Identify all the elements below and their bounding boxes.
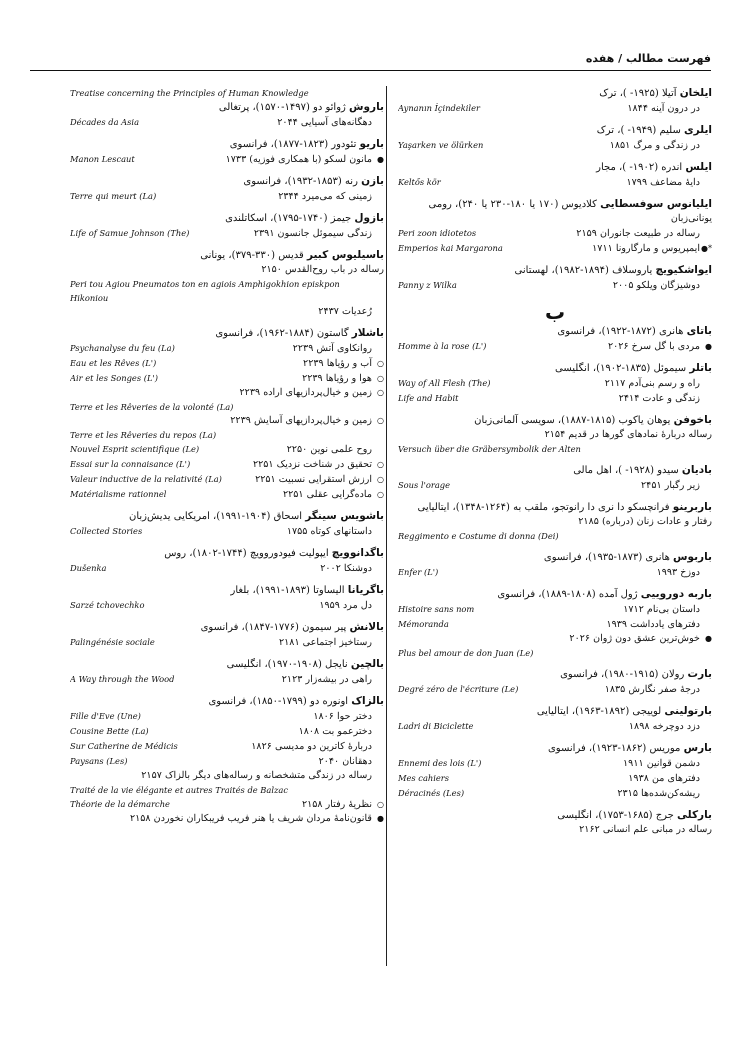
work-row — [398, 175, 712, 190]
work-row — [398, 391, 712, 406]
author-surname: ایلخان — [679, 87, 712, 99]
work-title-persian: زیر رگبار ۲۴۵۱ — [641, 480, 700, 491]
author-heading — [70, 137, 384, 152]
work-title-persian: قانون‌نامهٔ مردان شریف یا هنر فریب فریبکاران نخوردن ۲۱۵۸ — [129, 813, 372, 824]
work-title-persian: داستان بی‌نام ۱۷۱۲ — [623, 604, 700, 615]
work-row — [398, 682, 712, 697]
author-details: یوهان یاکوب (۱۸۱۵-۱۸۸۷)، سویسی آلمانی‌زبان — [474, 415, 674, 426]
work-title-latin: Fille d'Eve (Une) — [70, 711, 141, 721]
work-title-persian: رساله در مبانی علم انسانی ۲۱۶۲ — [579, 824, 712, 835]
author-details: سیموئل (۱۸۳۵-۱۹۰۲)، انگلیسی — [555, 363, 690, 374]
work-title-latin: Emperios kai Margarona — [398, 243, 503, 253]
work-title-persian: داستانهای کوتاه ۱۷۵۵ — [286, 526, 372, 537]
work-row — [70, 472, 384, 487]
work-title-latin: Keltős kör — [398, 177, 441, 187]
author-surname: بارتولینی — [664, 705, 712, 717]
work-title-latin: Mémoranda — [398, 619, 449, 629]
author-entry — [398, 361, 712, 406]
author-entry — [398, 86, 712, 116]
work-row — [70, 487, 384, 502]
author-entry — [70, 657, 384, 687]
work-title-latin: Manon Lescaut — [70, 154, 135, 164]
author-surname: بالچین — [350, 658, 384, 670]
author-heading — [398, 413, 712, 428]
work-marker: ● — [377, 814, 384, 823]
author-heading — [70, 657, 384, 672]
author-details: الیساوتا (۱۸۹۳-۱۹۹۱)، بلغار — [230, 585, 348, 596]
work-row — [70, 226, 384, 241]
work-title-latin: Mes cahiers — [398, 773, 450, 783]
author-heading — [398, 160, 712, 175]
work-row — [398, 756, 712, 771]
author-details: لوییجی (۱۸۹۲-۱۹۶۳)، ایتالیایی — [536, 706, 665, 717]
author-heading — [70, 694, 384, 709]
work-row — [70, 400, 384, 414]
author-entry — [398, 704, 712, 734]
author-details: سلیم (۱۹۴۹- )، ترک — [596, 125, 685, 136]
work-title-latin: Plus bel amour de don Juan (Le) — [398, 648, 534, 658]
author-details: هانری (۱۸۷۳-۱۹۳۵)، فرانسوی — [543, 552, 674, 563]
section-letter: ب — [544, 300, 566, 324]
header-rule — [30, 70, 711, 71]
author-details: جیمز (۱۷۴۰-۱۷۹۵)، اسکاتلندی — [225, 213, 355, 224]
work-title-persian: ریشه‌کن‌شده‌ها ۲۳۱۵ — [617, 788, 700, 799]
work-title-latin: Terre et les Rêveries du repos (La) — [70, 430, 217, 440]
work-row — [70, 754, 384, 769]
work-marker: ● — [377, 155, 384, 164]
author-heading — [398, 86, 712, 101]
work-title-persian: تحقیق در شناخت نزدیک ۲۲۵۱ — [252, 459, 372, 470]
author-details: تئودور (۱۸۲۳-۱۸۷۷)، فرانسوی — [229, 139, 360, 150]
author-heading — [70, 174, 384, 189]
work-title-persian: روانکاوی آتش ۲۲۳۹ — [292, 343, 372, 354]
author-heading — [70, 248, 384, 263]
work-row — [70, 783, 384, 797]
work-row — [70, 724, 384, 739]
author-surname: باگدانوویچ — [331, 547, 384, 559]
author-details: قدیس (۳۳۰-۳۷۹)، یونانی — [200, 250, 307, 261]
author-surname: باروش — [349, 101, 384, 113]
author-surname: بالزاک — [351, 695, 384, 707]
author-surname: باتلر — [689, 362, 712, 374]
work-title-persian: دختر حوا ۱۸۰۶ — [313, 711, 372, 722]
author-details: اندره (۱۹۰۲- )، مجار — [596, 162, 686, 173]
work-title-persian: روح علمی نوین ۲۲۵۰ — [286, 444, 372, 455]
work-title-latin: Cousine Bette (La) — [70, 726, 149, 736]
author-surname: باسیلیوس کبیر — [306, 249, 384, 261]
work-row — [70, 709, 384, 724]
author-entry — [70, 174, 384, 204]
work-marker: ●* — [701, 244, 712, 253]
work-title-persian: دل مرد ۱۹۵۹ — [319, 600, 372, 611]
work-title-persian: یونانی‌زبان — [670, 213, 712, 224]
work-row — [398, 632, 712, 646]
author-entry — [398, 324, 712, 354]
author-surname: بازول — [354, 212, 384, 224]
work-row — [398, 226, 712, 241]
work-row — [70, 524, 384, 539]
work-title-persian: رساله در زندگی متشخصانه و رساله‌های دیگر بالزاک ۲۱۵۷ — [141, 770, 372, 781]
work-title-latin: Sur Catherine de Médicis — [70, 741, 178, 751]
author-details: رنه (۱۸۵۳-۱۹۳۲)، فرانسوی — [243, 176, 362, 187]
work-title-persian: راه و رسم بنی‌آدم ۲۱۱۷ — [604, 378, 700, 389]
work-row — [398, 101, 712, 116]
work-row — [70, 115, 384, 130]
work-title-latin: Life of Samue Johnson (The) — [70, 228, 190, 238]
work-row — [70, 305, 384, 319]
work-marker: ○ — [377, 460, 384, 469]
work-title-persian: درجهٔ صفر نگارش ۱۸۳۵ — [604, 684, 700, 695]
work-title-persian: دوزخ ۱۹۹۳ — [656, 567, 700, 578]
work-title-latin: Air et les Songes (L') — [70, 373, 158, 383]
author-entry — [398, 123, 712, 153]
column-divider — [386, 86, 387, 966]
work-title-latin: Théorie de la démarche — [70, 799, 170, 809]
work-title-persian: رُعدیات ۲۴۳۷ — [318, 306, 372, 317]
work-title-persian: ایمپریوس و مارگارونا ۱۷۱۱ — [592, 243, 700, 254]
work-row — [70, 442, 384, 457]
author-surname: بالانش — [349, 621, 384, 633]
author-heading — [398, 361, 712, 376]
author-entry — [398, 463, 712, 493]
author-details: ایپولیت فیودوروویچ (۱۷۴۴-۱۸۰۲)، روس — [164, 548, 332, 559]
work-title-persian: زمین و خیال‌پردازیهای آسایش ۲۲۳۹ — [230, 415, 372, 426]
work-title-latin: Life and Habit — [398, 393, 459, 403]
work-row — [70, 561, 384, 576]
work-row — [70, 635, 384, 650]
author-details: موریس (۱۸۶۲-۱۹۲۳)، فرانسوی — [547, 743, 684, 754]
work-row — [70, 356, 384, 371]
work-title-latin: Sarzé tchovechko — [70, 600, 145, 610]
author-details: آتیلا (۱۹۲۵- )، ترک — [599, 88, 680, 99]
continued-title-latin: Treatise concerning the Principles of Human Knowledge — [70, 88, 309, 98]
work-row — [70, 414, 384, 428]
work-title-latin: Valeur inductive de la relativité (La) — [70, 474, 222, 484]
work-title-latin: Peri zoon idiotetos — [398, 228, 477, 238]
author-heading — [398, 704, 712, 719]
author-heading — [398, 197, 712, 212]
author-surname: باربه دوروییی — [640, 588, 712, 600]
work-title-persian: رساله در طبیعت جانوران ۲۱۵۹ — [576, 228, 700, 239]
work-title-persian: مردی با گل سرخ ۲۰۲۶ — [608, 341, 700, 352]
work-title-latin: Aynanın İçindekiler — [398, 103, 480, 113]
author-details: جرج (۱۶۸۵-۱۷۵۳)، انگلیسی — [557, 810, 678, 821]
work-title-persian: زمینی که می‌میرد ۲۳۴۴ — [278, 191, 372, 202]
work-marker: ○ — [377, 388, 384, 397]
work-title-persian: دوشیزگان ویلکو ۲۰۰۵ — [612, 280, 700, 291]
work-row — [70, 739, 384, 754]
work-marker: ○ — [377, 475, 384, 484]
author-heading — [70, 509, 384, 524]
author-entry — [70, 100, 384, 130]
work-row — [70, 598, 384, 613]
author-details: رولان (۱۹۱۵-۱۹۸۰)، فرانسوی — [560, 669, 688, 680]
work-row — [70, 672, 384, 687]
work-row — [398, 565, 712, 580]
author-surname: باربوس — [673, 551, 712, 563]
author-heading — [398, 667, 712, 682]
author-heading — [70, 620, 384, 635]
author-surname: ایلری — [684, 124, 712, 136]
work-title-latin: Psychanalyse du feu (La) — [70, 343, 175, 353]
work-title-persian: نظریهٔ رفتار ۲۱۵۸ — [301, 799, 372, 810]
work-title-persian: دزد دوچرخه ۱۸۹۸ — [628, 721, 700, 732]
author-entry — [70, 694, 384, 826]
work-title-persian: هوا و رؤیاها ۲۲۳۹ — [302, 373, 372, 384]
work-row — [70, 428, 384, 442]
work-title-persian: دایهٔ مضاعف ۱۷۹۹ — [626, 177, 700, 188]
work-row — [398, 478, 712, 493]
author-entry — [398, 667, 712, 697]
author-entry — [398, 741, 712, 801]
author-surname: ایلیانوس سوفسطایی — [600, 198, 712, 210]
author-details: سیدو (۱۹۲۸- )، اهل مالی — [573, 465, 682, 476]
work-title-latin: Way of All Flesh (The) — [398, 378, 491, 388]
author-surname: بادیان — [681, 464, 712, 476]
work-title-latin: Collected Stories — [70, 526, 143, 536]
work-title-latin: A Way through the Wood — [70, 674, 175, 684]
work-title-latin: Panny z Wilka — [398, 280, 457, 290]
author-surname: باشویس سینگر — [305, 510, 384, 522]
work-row — [398, 719, 712, 734]
author-entry — [398, 160, 712, 190]
index-column-right — [398, 86, 712, 844]
author-entry — [398, 808, 712, 837]
author-details: اونوره دو (۱۷۹۹-۱۸۵۰)، فرانسوی — [208, 696, 352, 707]
work-title-persian: زندگی و عادت ۲۴۱۴ — [618, 393, 700, 404]
author-heading — [398, 123, 712, 138]
author-heading — [398, 324, 712, 339]
index-column-left — [70, 86, 384, 833]
work-title-persian: مانون لسکو (با همکاری فوزیه) ۱۷۳۳ — [225, 154, 372, 165]
work-title-latin: Yaşarken ve ölürken — [398, 140, 484, 150]
author-entry — [398, 197, 712, 256]
author-surname: بازن — [361, 175, 384, 187]
author-details: نایجل (۱۹۰۸-۱۹۷۰)، انگلیسی — [226, 659, 351, 670]
author-details: فرانچسکو دا نری دا رانوتجو، ملقب به (۱۲۶۴-۱۳۴۸)، ایتالیایی — [417, 502, 673, 513]
work-row — [398, 376, 712, 391]
author-entry — [70, 137, 384, 167]
author-details: پیر سیمون (۱۷۷۶-۱۸۴۷)، فرانسوی — [200, 622, 350, 633]
author-surname: ایواشکیویچ — [655, 264, 712, 276]
work-row — [398, 241, 712, 256]
work-marker: ○ — [377, 359, 384, 368]
work-title-persian: رفتار و عادات زنان (درباره) ۲۱۸۵ — [578, 516, 712, 527]
work-title-persian: آب و رؤیاها ۲۲۳۹ — [303, 358, 372, 369]
work-row — [70, 341, 384, 356]
author-heading — [70, 326, 384, 341]
author-heading — [70, 546, 384, 561]
author-entry — [398, 413, 712, 456]
work-title-latin: Enfer (L') — [398, 567, 439, 577]
author-surname: بارت — [687, 668, 712, 680]
work-title-persian: زمین و خیال‌پردازیهای اراده ۲۲۳۹ — [239, 387, 372, 398]
work-title-persian: در زندگی و مرگ ۱۸۵۱ — [609, 140, 700, 151]
author-details: کلادیوس (۱۷۰ یا ۱۸۰-۲۳۰ یا ۲۴۰)، رومی — [428, 199, 601, 210]
work-title-persian: خوش‌ترین عشق دون ژوان ۲۰۲۶ — [569, 633, 700, 644]
author-heading — [398, 263, 712, 278]
work-row — [70, 152, 384, 167]
work-title-latin: Nouvel Esprit scientifique (Le) — [70, 444, 200, 454]
work-marker: ○ — [377, 800, 384, 809]
author-surname: باربرینو — [672, 501, 712, 513]
page-header-title: فهرست مطالب / هفده — [585, 52, 711, 65]
work-title-persian: دهگانه‌های آسیایی ۲۰۴۴ — [277, 117, 372, 128]
author-surname: باگریانا — [347, 584, 384, 596]
work-row — [398, 339, 712, 354]
work-title-latin: Déracinés (Les) — [398, 788, 465, 798]
author-heading — [70, 100, 384, 115]
author-entry — [398, 587, 712, 660]
author-heading — [398, 550, 712, 565]
work-title-latin: Terre qui meurt (La) — [70, 191, 157, 201]
work-row — [70, 189, 384, 204]
work-title-persian: رساله در باب روح‌القدس ۲۱۵۰ — [261, 264, 384, 275]
work-row — [70, 457, 384, 472]
author-entry — [70, 583, 384, 613]
author-details: اسحاق (۱۹۰۴-۱۹۹۱)، امریکایی یدیش‌زبان — [128, 511, 306, 522]
work-row — [398, 278, 712, 293]
author-entry — [398, 550, 712, 580]
author-entry — [70, 326, 384, 502]
work-title-latin: Ennemi des lois (L') — [398, 758, 482, 768]
work-row — [70, 371, 384, 386]
author-details: هانری (۱۸۷۲-۱۹۲۲)، فرانسوی — [557, 326, 687, 337]
author-entry — [70, 211, 384, 241]
work-title-latin: Matérialisme rationnel — [70, 489, 167, 499]
work-row — [70, 812, 384, 826]
work-title-persian: دفترهای یادداشت ۱۹۳۹ — [606, 619, 700, 630]
work-title-latin: Reggimento e Costume di donna (Dei) — [398, 531, 559, 541]
work-title-persian: دهقانان ۲۰۴۰ — [318, 756, 372, 767]
author-entry — [398, 500, 712, 543]
work-title-latin: Histoire sans nom — [398, 604, 475, 614]
author-surname: باتای — [686, 325, 712, 337]
work-title-latin: Terre et les Rêveries de la volonté (La) — [70, 402, 234, 412]
work-title-persian: رستاخیز اجتماعی ۲۱۸۱ — [278, 637, 372, 648]
work-row — [398, 786, 712, 801]
work-title-persian: زندگی سیموئل جانسون ۲۳۹۱ — [253, 228, 372, 239]
work-title-persian: راهی در بیشه‌زار ۲۱۲۳ — [281, 674, 372, 685]
work-title-latin: Décades da Asia — [70, 117, 140, 127]
work-row — [398, 617, 712, 632]
work-row — [70, 797, 384, 812]
author-entry — [398, 263, 712, 293]
author-surname: باخوفن — [673, 414, 712, 426]
work-marker: ○ — [377, 374, 384, 383]
author-heading — [398, 463, 712, 478]
work-row — [398, 138, 712, 153]
author-entry — [70, 509, 384, 539]
work-row — [398, 602, 712, 617]
work-title-persian: ماده‌گرایی عقلی ۲۲۵۱ — [282, 489, 372, 500]
work-title-latin: Eau et les Rêves (L') — [70, 358, 157, 368]
author-surname: باشلار — [351, 327, 384, 339]
work-marker: ○ — [377, 416, 384, 425]
work-marker: ○ — [377, 490, 384, 499]
author-heading — [70, 583, 384, 598]
work-marker: ● — [705, 634, 712, 643]
author-entry — [70, 620, 384, 650]
author-details: ژوائو دو (۱۴۹۷-۱۵۷۰)، پرتغالی — [218, 102, 350, 113]
author-surname: بارکلی — [677, 809, 712, 821]
author-heading — [398, 808, 712, 823]
work-title-persian: دخترعمو بت ۱۸۰۸ — [298, 726, 372, 737]
author-details: ژول آمده (۱۸۰۸-۱۸۸۹)، فرانسوی — [497, 589, 641, 600]
work-title-persian: رساله دربارهٔ نمادهای گورها در قدیم ۲۱۵۴ — [544, 429, 712, 440]
work-title-latin: Dušenka — [70, 563, 107, 573]
work-title-persian: دوشنکا ۲۰۰۲ — [320, 563, 372, 574]
work-title-latin: Homme à la rose (L') — [398, 341, 487, 351]
work-title-latin: Traité de la vie élégante et autres Traités de Balzac — [70, 785, 288, 795]
author-entry — [70, 248, 384, 319]
work-title-persian: دفترهای من ۱۹۳۸ — [628, 773, 700, 784]
work-title-latin: Ladri di Biciclette — [398, 721, 474, 731]
work-marker: ● — [705, 342, 712, 351]
work-row — [398, 771, 712, 786]
page-header — [30, 52, 711, 72]
work-title-latin: Paysans (Les) — [70, 756, 128, 766]
work-title-latin: Essai sur la connaisance (L') — [70, 459, 191, 469]
work-row — [70, 386, 384, 400]
author-heading — [398, 587, 712, 602]
work-title-latin: Versuch über die Gräbersymbolik der Alten — [398, 444, 581, 454]
work-title-latin: Sous l'orage — [398, 480, 450, 490]
work-title-latin: Degré zéro de l'écriture (Le) — [398, 684, 519, 694]
author-heading — [398, 741, 712, 756]
author-entry — [70, 546, 384, 576]
work-title-persian: دربارهٔ کاترین دو مدیسی ۱۸۲۶ — [251, 741, 372, 752]
author-heading — [398, 500, 712, 515]
work-title-persian: در درون آینه ۱۸۴۴ — [627, 103, 700, 114]
work-row — [70, 769, 384, 783]
work-title-latin: Hikoniou — [70, 293, 109, 303]
author-surname: بارس — [683, 742, 712, 754]
work-title-latin: Peri tou Agiou Pneumatos ton en agiois Amphigokhion episkpon — [70, 279, 340, 289]
work-title-persian: دشمن قوانین ۱۹۱۱ — [623, 758, 700, 769]
author-surname: باریو — [359, 138, 384, 150]
author-surname: ایلس — [685, 161, 712, 173]
author-details: یاروسلاف (۱۸۹۴-۱۹۸۲)، لهستانی — [514, 265, 656, 276]
author-details: گاستون (۱۸۸۴-۱۹۶۲)، فرانسوی — [215, 328, 352, 339]
work-title-persian: ارزش استقرایی نسبیت ۲۲۵۱ — [255, 474, 372, 485]
author-heading — [70, 211, 384, 226]
work-title-latin: Palingénésie sociale — [70, 637, 155, 647]
